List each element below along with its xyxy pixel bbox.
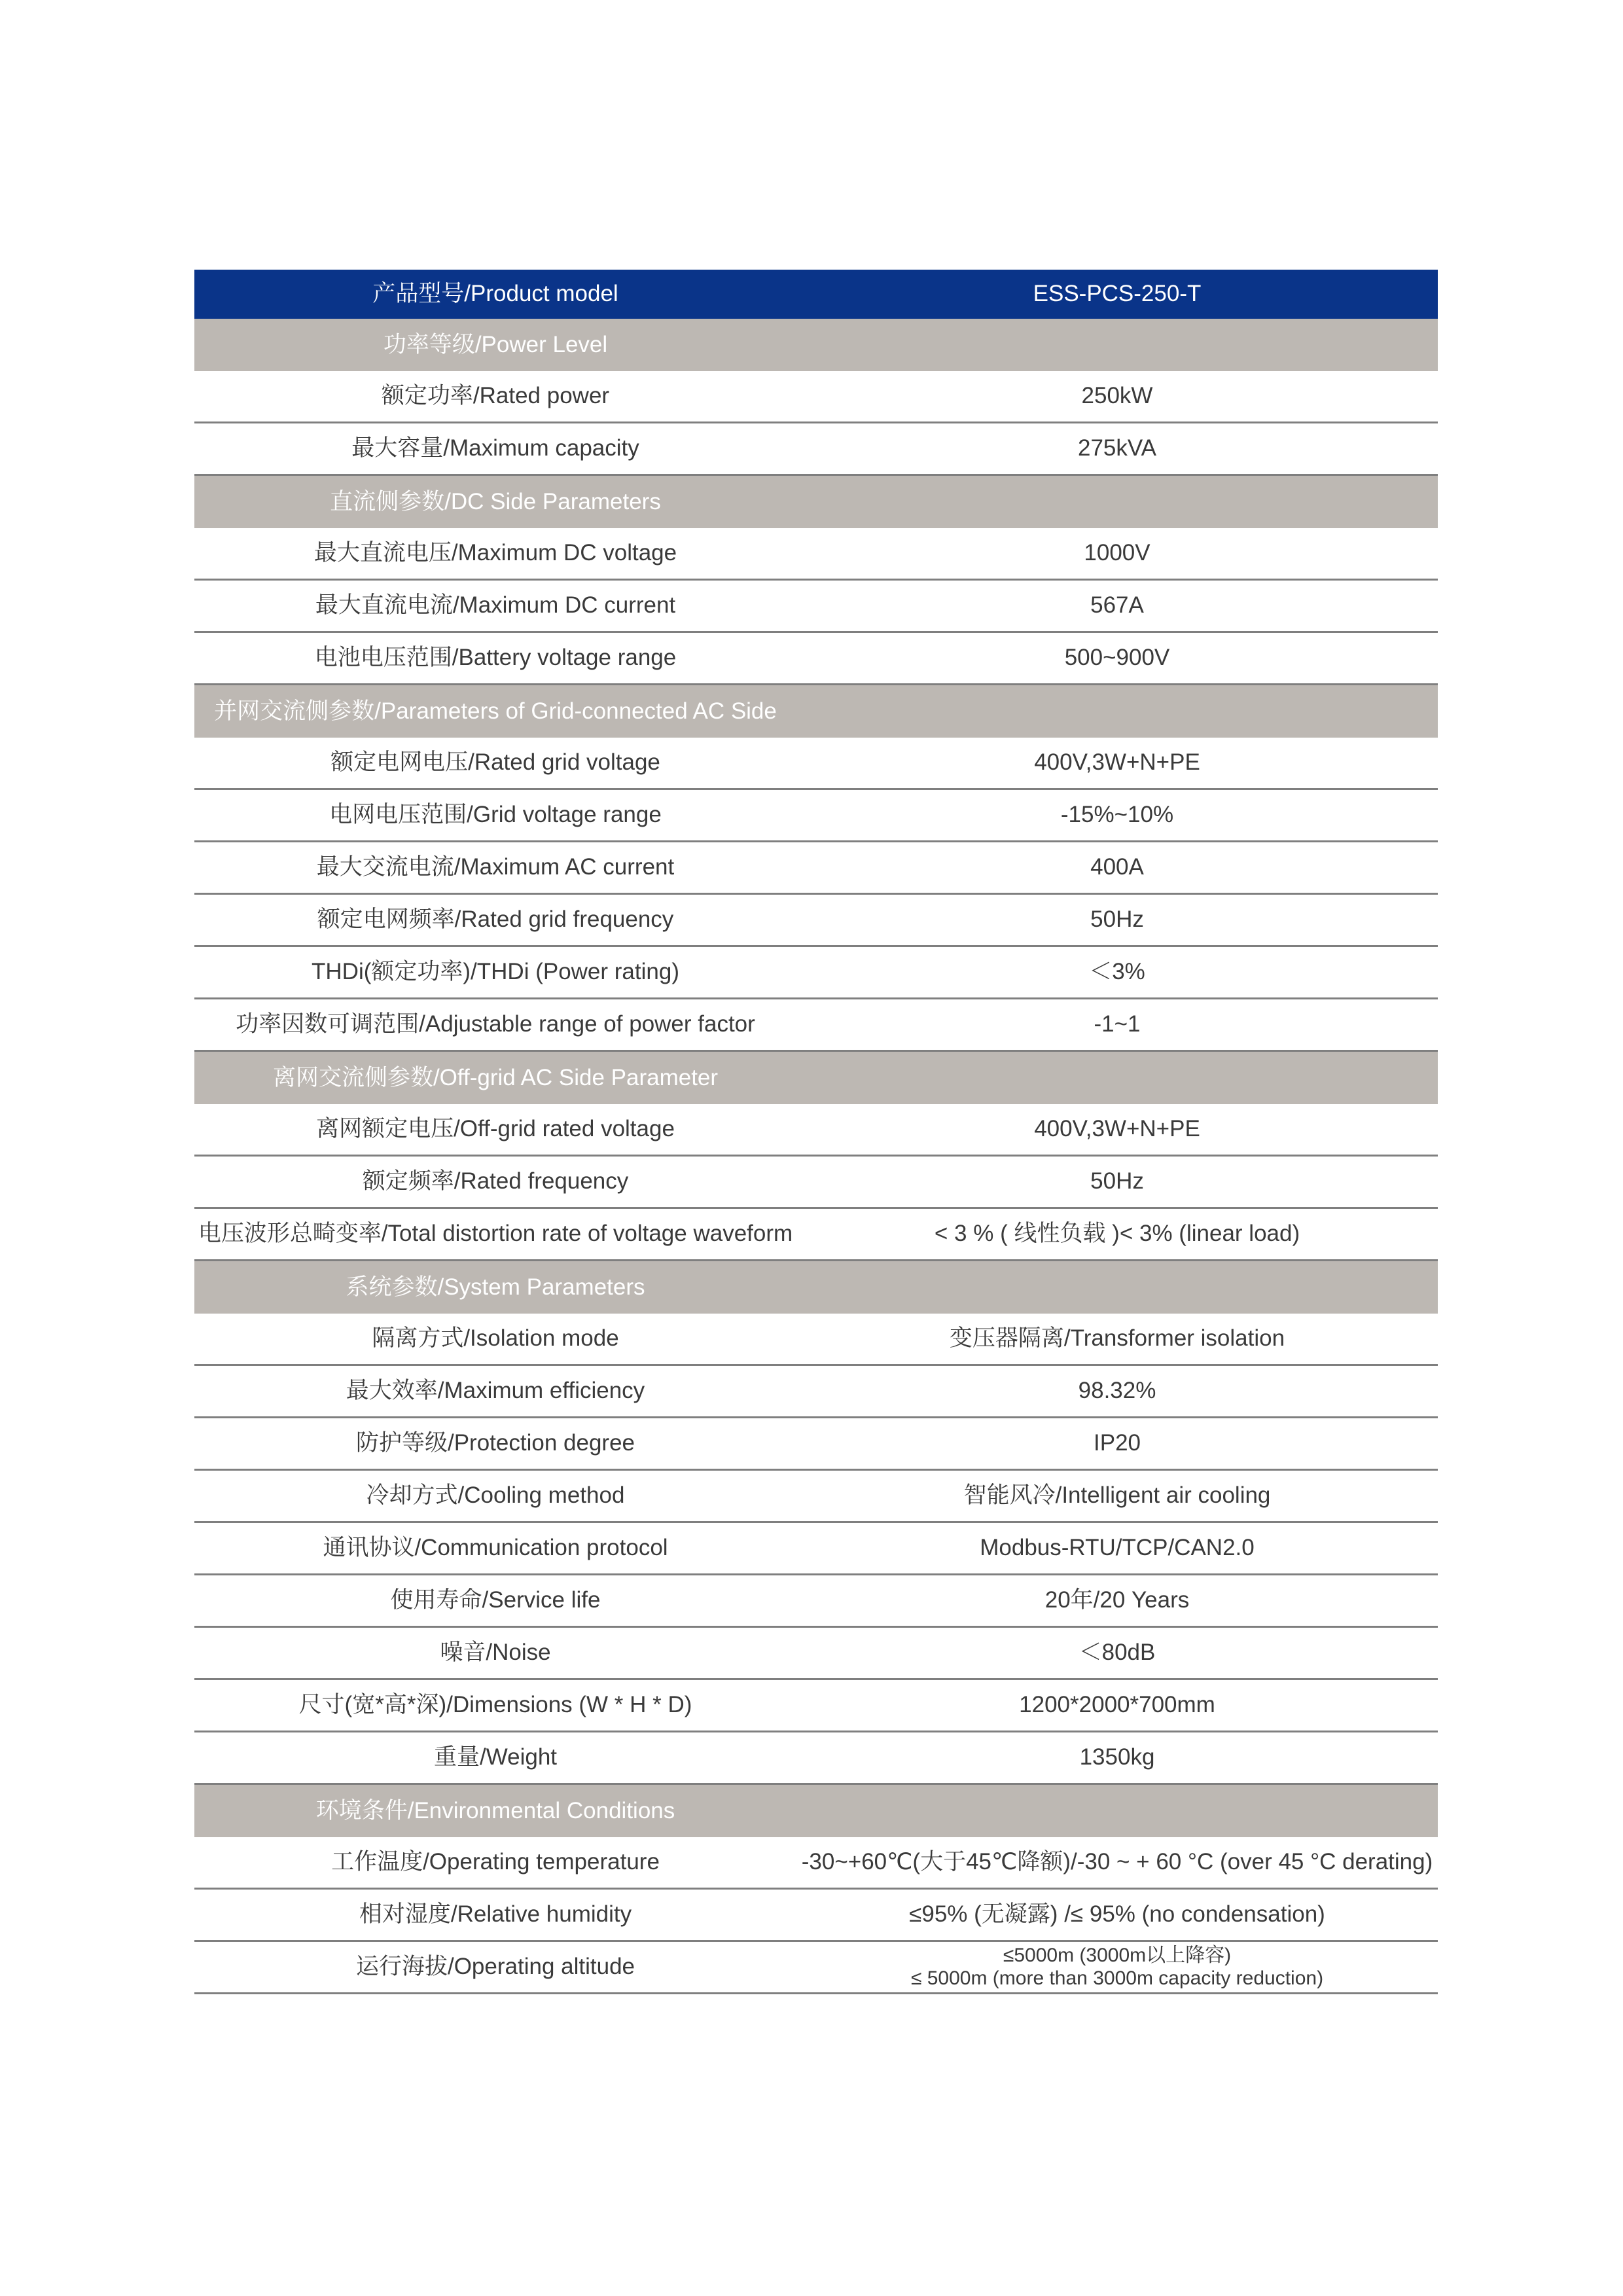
- section-title: 系统参数/System Parameters: [346, 1274, 645, 1300]
- spec-row: [194, 581, 1438, 633]
- spec-label: 额定电网频率/Rated grid frequency: [317, 906, 674, 933]
- spec-row: [194, 1471, 1438, 1523]
- spec-row: [194, 423, 1438, 476]
- spec-row: [194, 1366, 1438, 1418]
- section-header-row: [194, 476, 1438, 528]
- spec-label: 额定频率/Rated frequency: [362, 1168, 629, 1194]
- spec-value: ＜80dB: [1079, 1640, 1156, 1666]
- spec-label: 额定功率/Rated power: [381, 383, 610, 409]
- spec-row: [194, 842, 1438, 895]
- spec-value: 500~900V: [1064, 645, 1170, 671]
- section-header-row: [194, 319, 1438, 371]
- spec-value: 98.32%: [1078, 1378, 1156, 1404]
- spec-value: IP20: [1094, 1430, 1141, 1456]
- spec-value: -30~+60℃(大于45℃降额)/-30 ~ + 60 °C (over 45 °C derating): [801, 1849, 1433, 1875]
- section-title: 离网交流侧参数/Off-grid AC Side Parameter: [272, 1064, 719, 1090]
- spec-value: 400V,3W+N+PE: [1034, 749, 1200, 776]
- spec-row: [194, 1418, 1438, 1471]
- spec-label: 电压波形总畸变率/Total distortion rate of voltage waveform: [198, 1221, 793, 1247]
- spec-value: ≤95% (无凝露) /≤ 95% (no condensation): [909, 1901, 1325, 1928]
- spec-value: 智能风冷/Intelligent air cooling: [963, 1482, 1271, 1509]
- spec-label: 防护等级/Protection degree: [355, 1430, 635, 1456]
- spec-label: 通讯协议/Communication protocol: [323, 1535, 668, 1561]
- spec-row: [194, 528, 1438, 581]
- spec-label: 离网额定电压/Off-grid rated voltage: [316, 1116, 675, 1142]
- section-header-row: [194, 1785, 1438, 1837]
- section-header-row: [194, 1052, 1438, 1104]
- spec-label: 隔离方式/Isolation mode: [372, 1325, 619, 1352]
- spec-row: [194, 1209, 1438, 1261]
- spec-label: 噪音/Noise: [440, 1640, 551, 1666]
- spec-row: [194, 633, 1438, 685]
- spec-value: [796, 1945, 1438, 1990]
- spec-row: [194, 947, 1438, 999]
- section-title: 并网交流侧参数/Parameters of Grid-connected AC Side: [214, 698, 777, 724]
- spec-value: 250kW: [1081, 383, 1153, 409]
- spec-table: [194, 270, 1438, 1994]
- header-value: ESS-PCS-250-T: [1033, 281, 1202, 307]
- spec-row: [194, 1523, 1438, 1575]
- spec-label: THDi(额定功率)/THDi (Power rating): [312, 959, 679, 985]
- spec-value: -1~1: [1094, 1011, 1141, 1037]
- spec-label: 工作温度/Operating temperature: [331, 1849, 660, 1875]
- spec-label: 尺寸(宽*高*深)/Dimensions (W * H * D): [298, 1692, 692, 1718]
- spec-value: 50Hz: [1090, 1168, 1144, 1194]
- spec-row: [194, 371, 1438, 423]
- spec-row: [194, 738, 1438, 790]
- spec-value: 20年/20 Years: [1044, 1587, 1190, 1613]
- spec-value: 400V,3W+N+PE: [1034, 1116, 1200, 1142]
- spec-value: 1350kg: [1079, 1744, 1155, 1770]
- spec-label: 最大交流电流/Maximum AC current: [316, 854, 675, 880]
- spec-value: < 3 % ( 线性负载 )< 3% (linear load): [934, 1221, 1300, 1247]
- spec-row: [194, 1837, 1438, 1890]
- spec-row: [194, 1942, 1438, 1994]
- spec-label: 最大直流电流/Maximum DC current: [315, 592, 676, 619]
- spec-row: [194, 1575, 1438, 1628]
- spec-value: -15%~10%: [1060, 802, 1174, 828]
- spec-row: [194, 1890, 1438, 1942]
- spec-value: 400A: [1090, 854, 1144, 880]
- spec-row: [194, 790, 1438, 842]
- spec-label: 重量/Weight: [433, 1744, 558, 1770]
- spec-label: 运行海拔/Operating altitude: [355, 1954, 635, 1980]
- section-title: 环境条件/Environmental Conditions: [315, 1797, 675, 1823]
- spec-label: 最大效率/Maximum efficiency: [346, 1378, 645, 1404]
- spec-value-line2: ≤ 5000m (more than 3000m capacity reduction): [910, 1967, 1324, 1989]
- spec-value: ＜3%: [1089, 959, 1145, 985]
- spec-row: [194, 1157, 1438, 1209]
- header-label: 产品型号/Product model: [372, 281, 618, 307]
- spec-label: 最大容量/Maximum capacity: [351, 435, 639, 461]
- spec-label: 功率因数可调范围/Adjustable range of power factor: [236, 1011, 755, 1037]
- spec-label: 最大直流电压/Maximum DC voltage: [313, 540, 677, 566]
- spec-row: [194, 1314, 1438, 1366]
- spec-value: 275kVA: [1078, 435, 1156, 461]
- spec-row: [194, 1680, 1438, 1732]
- spec-label: 电池电压范围/Battery voltage range: [314, 645, 677, 671]
- spec-label: 电网电压范围/Grid voltage range: [329, 802, 662, 828]
- spec-value: 变压器隔离/Transformer isolation: [949, 1325, 1285, 1352]
- spec-value-line1: ≤5000m (3000m以上降容): [1003, 1945, 1232, 1966]
- table-header-row: [194, 270, 1438, 319]
- spec-value: 1000V: [1084, 540, 1150, 566]
- section-header-row: [194, 685, 1438, 738]
- spec-label: 使用寿命/Service life: [390, 1587, 601, 1613]
- spec-row: [194, 1104, 1438, 1157]
- spec-label: 额定电网电压/Rated grid voltage: [330, 749, 660, 776]
- spec-label: 冷却方式/Cooling method: [366, 1482, 625, 1509]
- spec-value: 50Hz: [1090, 906, 1144, 933]
- spec-row: [194, 999, 1438, 1052]
- spec-row: [194, 1732, 1438, 1785]
- spec-value: Modbus-RTU/TCP/CAN2.0: [980, 1535, 1255, 1561]
- spec-row: [194, 895, 1438, 947]
- spec-value: 567A: [1090, 592, 1144, 619]
- section-title: 功率等级/Power Level: [383, 331, 608, 357]
- section-title: 直流侧参数/DC Side Parameters: [330, 488, 661, 514]
- spec-value: 1200*2000*700mm: [1019, 1692, 1215, 1718]
- spec-label: 相对湿度/Relative humidity: [359, 1901, 632, 1928]
- section-header-row: [194, 1261, 1438, 1314]
- spec-row: [194, 1628, 1438, 1680]
